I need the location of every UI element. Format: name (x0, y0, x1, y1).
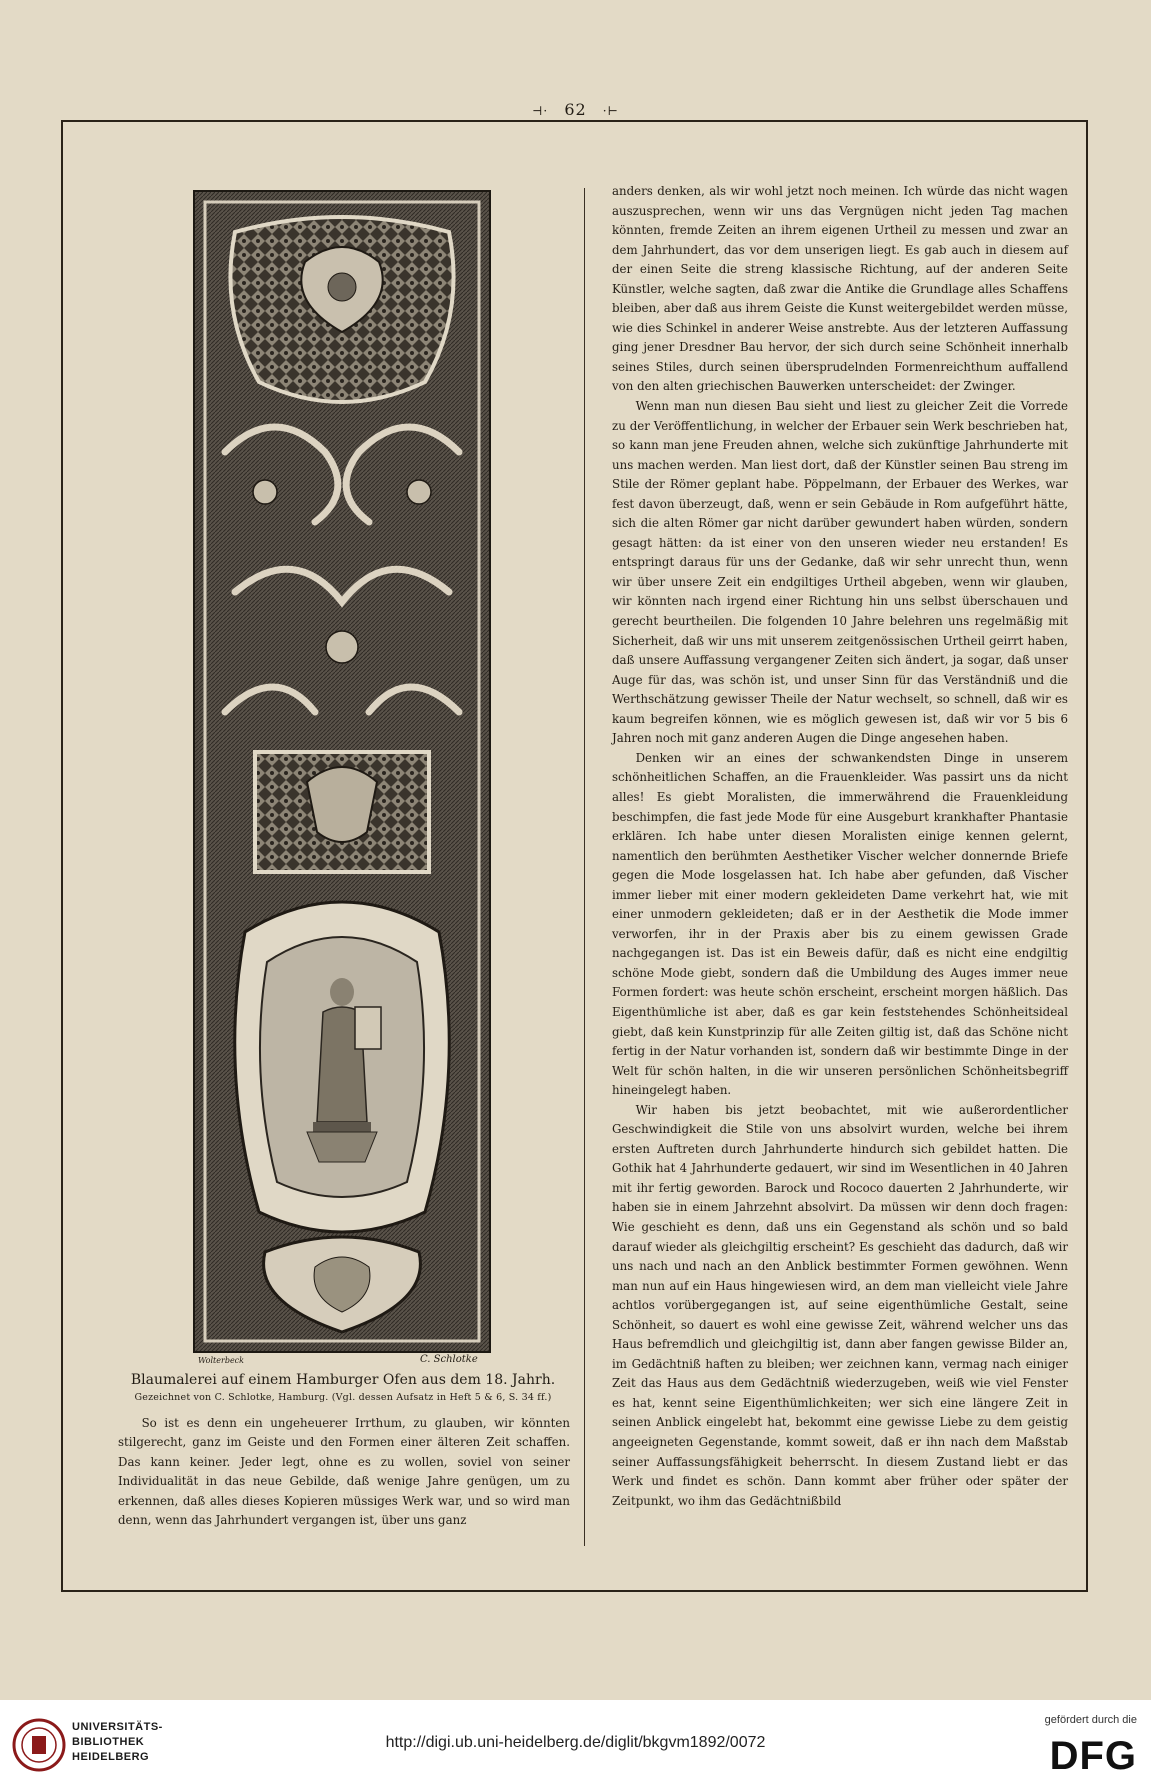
paragraph: Wenn man nun diesen Bau sieht und liest zu gleicher Zeit die Vorrede zu der Veröffentlichung, in welcher der Erbauer sein Werk beschrieben hat, so kann man jene Freuden ahnen, welche sich zukünftige Jahrhunderte mit uns machen werden. Man liest dort, daß der Künstler seinen Bau streng im Stile der Römer geplant habe. Pöppelmann, der Erbauer des Werkes, war fest davon überzeugt, daß, wenn er sein Gebäude in Rom aufgeführt hätte, sich die alten Römer gar nicht darüber gewundert haben würden, sondern gesagt hätten: da ist einer von den unseren wieder neu erstanden! Es entspringt daraus für uns der Gedanke, daß wir sehr unrecht thun, wenn wir über unsere Zeit ein endgiltiges Urtheil abgeben, wenn wir glauben, wir könnten nach irgend einer Richtung hin uns selbst überschauen und gerecht beurtheilen. Die folgenden 10 Jahre belehren uns regelmäßig mit Sicherheit, daß wir uns mit unserem zeitgenössischen Urtheil geirrt haben, daß unsere Auffassung vergangener Zeiten sich ändert, ja sogar, daß unser Auge für das, was schön ist, und unser Sinn für das Verständniß und die Werthschätzung gewisser Theile der Natur wechselt, so schnell, daß wir es kaum begreifen können, wie es möglich gewesen ist, daß wir vor 5 bis 6 Jahren noch mit ganz anderen Augen die Dinge angesehen haben. (612, 399, 1068, 746)
left-column-text (118, 1414, 570, 1530)
paragraph: Denken wir an eines der schwankendsten Dinge in unserem schönheitlichen Schaffen, an die Frauenkleider. Was passirt uns da nicht alles! Es giebt Moralisten, die immerwährend die Frauenkleidung beschimpfen, die fast jede Mode für eine Ausgeburt krankhafter Phantasie erklären. Ich habe unter diesen Moralisten einige kennen gelernt, namentlich den berühmten Aesthetiker Vischer welcher donnernde Briefe gegen die Mode losgelassen hat. Ich habe aber gefunden, daß Vischer immer lieber mit einer modern gekleideten Dame verkehrt hat, wie mit einer unmodern gekleideten; daß er in der Aesthetik die Mode immer verworfen, ihr in der Praxis aber bis zu einem gewissen Grade nachgegangen ist. Das ist ein Beweis dafür, daß es nicht eine endgiltig schöne Mode giebt, sondern daß die Umbildung des Auges immer neue Formen fordert: was heute schön erscheint, erscheint morgen häßlich. Das Eigenthümliche ist aber, daß es gar kein feststehendes Schönheitsideal giebt, daß kein Kunstprinzip für alle Zeiten giltig ist, daß das Schöne nicht fertig in der Natur vorhanden ist, sondern daß wir bestimmte Dinge in der Welt für schön halten, in die wir unseren persönlichen Schönheitsbegriff hineingelegt haben. (612, 750, 1068, 1098)
page-number: 62 (554, 100, 596, 119)
dfg-logo: DFG (1049, 1734, 1137, 1778)
column-divider (584, 188, 585, 1546)
permalink-url[interactable]: http://digi.ub.uni-heidelberg.de/diglit/bkgvm1892/0072 (385, 1734, 766, 1751)
paragraph: Wir haben bis jetzt beobachtet, mit wie außerordentlicher Geschwindigkeit die Stile von uns absolvirt wurden, welche bei ihrem ersten Auftreten durch Jahrhunderte hindurch sich gebildet hatten. Die Gothik hat 4 Jahrhunderte gedauert, wir sind im Wesentlichen in 40 Jahren mit ihr fertig geworden. Barock und Rococo dauerten 2 Jahrhunderte, wir haben sie in einem Jahrzehnt absolvirt. Da müssen wir denn doch fragen: Wie geschieht es denn, daß uns ein Gegenstand als schön und so bald darauf wieder als gleichgiltig erscheint? Es geschieht das dadurch, daß wir uns nach und nach an den Anblick bestimmter Formen gewöhnen. Wenn man nun auf ein Haus hingewiesen wird, an dem man vielleicht viele Jahre achtlos vorübergegangen ist, auf seine eigenthümliche Gestalt, seine Schönheit, so dauert es wohl eine gewisse Zeit, während welcher uns das Haus befremdlich und gleichgiltig ist, dann aber fangen gewisse Bilder an, im Gedächtniß haften zu bleiben; wer zeichnen kann, vermag nach einiger Zeit das Haus aus dem Gedächtniß wiederzugeben, weiß wie viel Fenster es hat, kennt seine Eigenthümlichkeiten; wer sich eine längere Zeit in seinen Anblick eingelebt hat, bekommt eine gewisse Liebe zu dem geistig angeeigneten Gegenstande, kommt soweit, daß er ihn nach dem Maßstab seiner Auffassungsfähigkeit beherrscht. In diesem Zustand liebt er das Werk und findet es schön. Dann kommt aber früher oder später der Zeitpunkt, wo ihm das Gedächtnißbild (612, 1102, 1068, 1508)
library-name-line: HEIDELBERG (72, 1751, 150, 1763)
illustration-signature: C. Schlotke (420, 1354, 478, 1365)
digitization-footer (0, 1700, 1151, 1788)
page-number-ornament-right: ·⊢ (602, 104, 619, 118)
library-name-line: UNIVERSITÄTS- (72, 1721, 163, 1733)
illustration-caption (118, 1370, 568, 1406)
caption-title: Blaumalerei auf einem Hamburger Ofen aus dem 18. Jahrh. (130, 1372, 556, 1388)
ornament-illustration (193, 190, 491, 1353)
caption-subtitle: Gezeichnet von C. Schlotke, Hamburg. (Vgl. dessen Aufsatz in Heft 5 & 6, S. 34 ff.) (134, 1392, 552, 1403)
page-number-header (0, 100, 1151, 130)
ornament-drawing (195, 192, 489, 1351)
illustration-credit-left: Wolterbeck (198, 1356, 245, 1365)
library-name-line: BIBLIOTHEK (72, 1736, 145, 1748)
right-column-text (612, 182, 1068, 1511)
paragraph: anders denken, als wir wohl jetzt noch meinen. Ich würde das nicht wagen auszusprechen, wenn wir uns das Vergnügen nicht jeden Tag machen könnten, fremde Zeiten an ihrem eigenen Urtheil zu messen und zwar an dem Jahrhundert, das vor dem unserigen liegt. Es gab auch in diesem auf der einen Seite die streng klassische Richtung, auf der anderen Seite Künstler, welche sagten, daß zwar die Antike die Grundlage alles Schaffens bleiben, aber daß aus ihrem Geiste die Kunst weitergebildet werden müsse, wie dies Schinkel in anderer Weise anstrebte. Aus der letzteren Auffassung ging jener Dresdner Bau hervor, der sich durch seine Schönheit innerhalb seines Stiles, durch seinen übersprudelnden Formenreichthum auffallend von den alten griechischen Bauwerken unterscheidet: der Zwinger. (612, 184, 1068, 394)
funding-label: gefördert durch die (1044, 1714, 1137, 1726)
paragraph: So ist es denn ein ungeheuerer Irrthum, zu glauben, wir könnten stilgerecht, ganz im Geiste und den Formen einer älteren Zeit schaffen. Das kann keiner. Jeder legt, ohne es zu wollen, soviel von seiner Individualität in das neue Gebilde, daß wenige Jahre genügen, um zu erkennen, daß alles dieses Kopieren müssiges Werk war, und so wird man denn, wenn das Jahrhundert vergangen ist, über uns ganz (118, 1416, 570, 1528)
page-number-ornament-left: ⊣· (532, 104, 549, 118)
